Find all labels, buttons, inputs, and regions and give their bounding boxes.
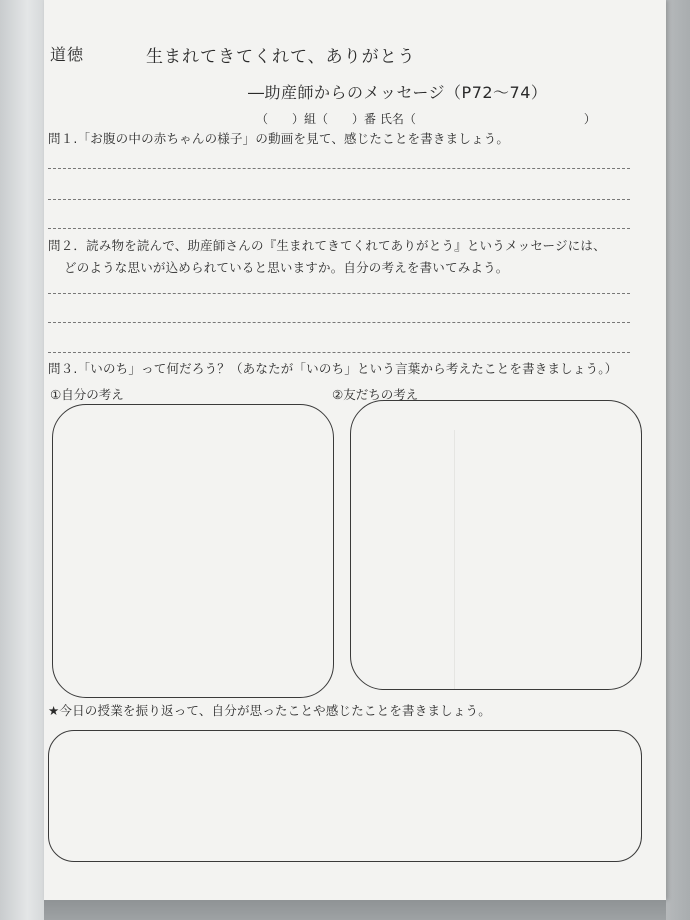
lesson-title: 生まれてきてくれて、ありがとう	[146, 47, 416, 67]
question-2-line-2: どのような思いが込められていると思いますか。自分の考えを書いてみよう。	[64, 260, 509, 275]
own-opinion-box[interactable]	[52, 404, 334, 698]
friend-opinion-box[interactable]	[350, 400, 642, 690]
question-2-line-1: 問２．読み物を読んで、助産師さんの『生まれてきてくれてありがとう』というメッセージには、	[48, 238, 606, 253]
worksheet-page	[44, 0, 666, 900]
question-1: 問１.「お腹の中の赤ちゃんの様子」の動画を見て、感じたことを書きましょう。	[48, 131, 510, 146]
reflection-box[interactable]	[48, 730, 642, 862]
answer-line[interactable]	[48, 322, 630, 323]
page-bottom-shadow	[44, 900, 666, 920]
question-3: 問３.「いのち」って何だろう？（あなたが「いのち」という言葉から考えたことを書きましょう。）	[48, 361, 618, 376]
answer-line[interactable]	[48, 199, 630, 200]
class-number-name-line: （ ）組（ ）番 氏名（ ）	[256, 112, 596, 126]
friend-opinion-label: ②友だちの考え	[332, 387, 419, 402]
answer-line[interactable]	[48, 352, 630, 353]
reflection-prompt: ★今日の授業を振り返って、自分が思ったことや感じたことを書きましょう。	[48, 703, 491, 718]
answer-line[interactable]	[48, 293, 630, 294]
own-opinion-label: ①自分の考え	[50, 387, 124, 402]
subject-label: 道徳	[50, 45, 85, 64]
background-booklet-edge	[0, 0, 46, 920]
lesson-subtitle: ―助産師からのメッセージ（P72～74）	[248, 83, 548, 102]
answer-line[interactable]	[48, 168, 630, 169]
answer-line[interactable]	[48, 228, 630, 229]
